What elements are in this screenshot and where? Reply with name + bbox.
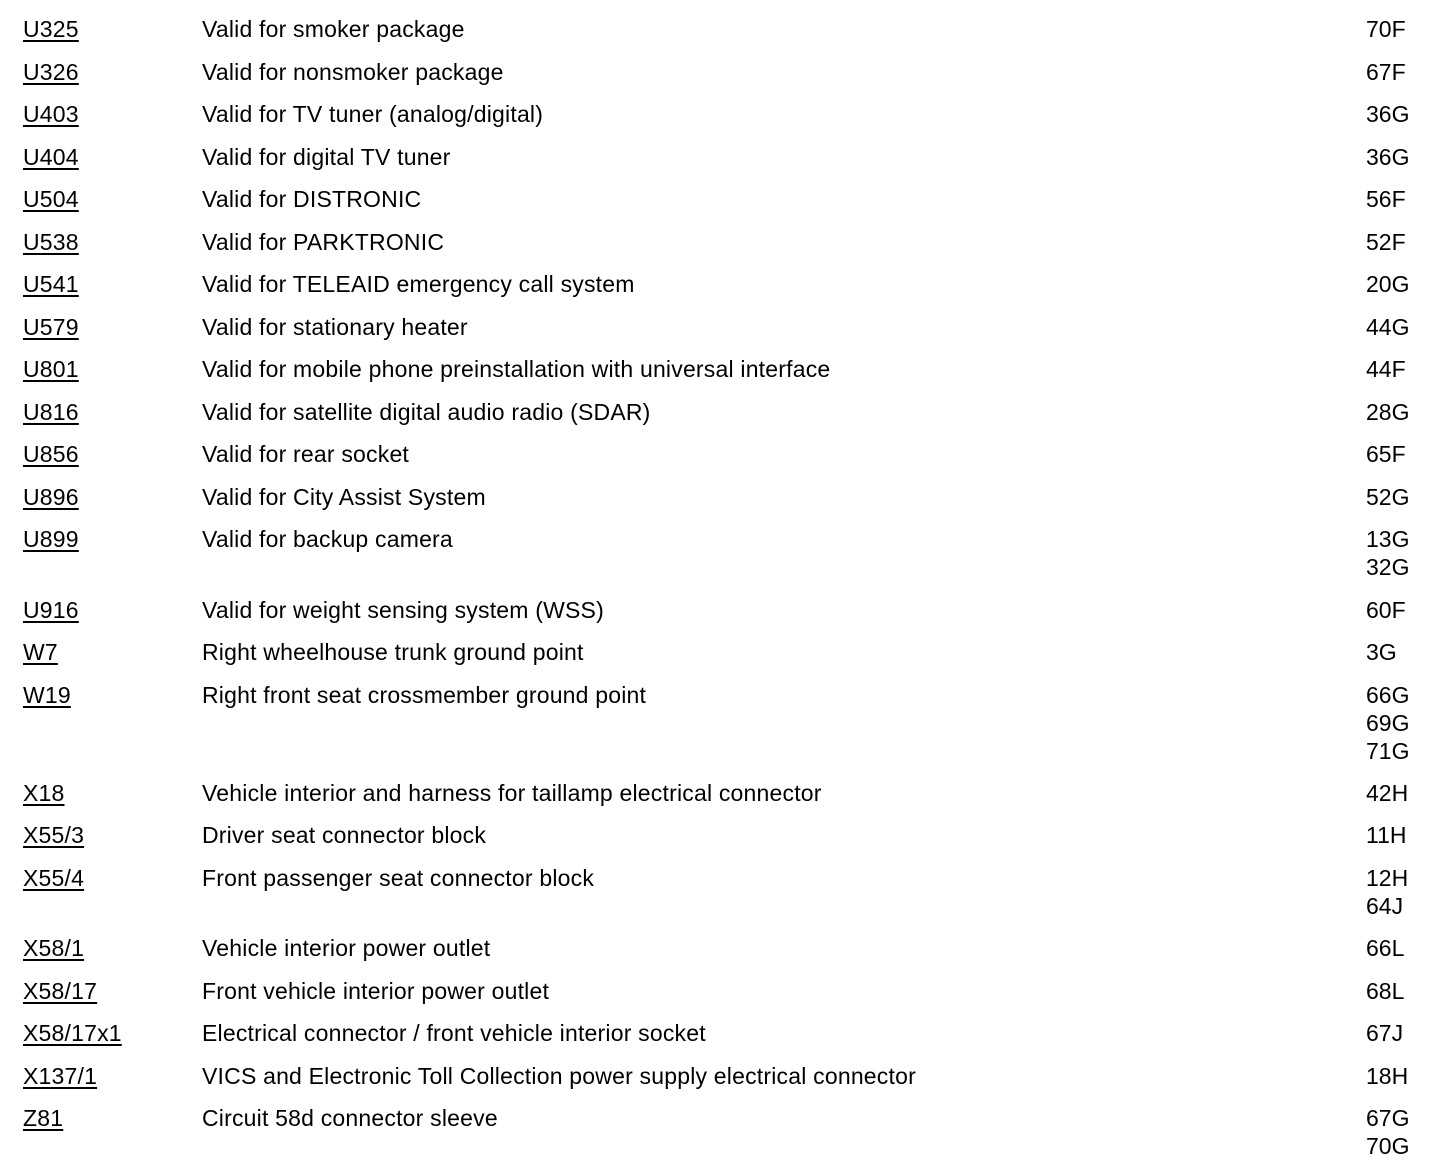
component-code-link[interactable]: U579 [23, 314, 79, 340]
component-code-link[interactable]: W7 [23, 639, 58, 665]
component-code-link[interactable]: U404 [23, 144, 79, 170]
grid-locations [1366, 1019, 1403, 1047]
grid-location: 66L [1366, 935, 1405, 961]
grid-location: 71G [1366, 738, 1410, 764]
grid-locations [1366, 483, 1409, 511]
component-code-link[interactable]: X58/17 [23, 978, 98, 1004]
grid-locations [1366, 821, 1407, 849]
grid-location: 56F [1366, 186, 1406, 212]
grid-locations [1366, 313, 1409, 341]
grid-locations [1366, 596, 1406, 624]
component-description: Valid for TELEAID emergency call system [202, 271, 635, 297]
grid-location: 11H [1366, 822, 1407, 848]
component-description: Valid for backup camera [202, 526, 453, 552]
component-description: Circuit 58d connector sleeve [202, 1105, 498, 1131]
component-code-link[interactable]: U541 [23, 271, 79, 297]
component-description: Valid for smoker package [202, 16, 465, 42]
grid-location: 42H [1366, 780, 1409, 806]
grid-location: 36G [1366, 144, 1410, 170]
component-code-link[interactable]: U816 [23, 399, 79, 425]
component-description: Valid for satellite digital audio radio (SDAR) [202, 399, 651, 425]
grid-locations [1366, 1062, 1408, 1090]
component-description: Vehicle interior and harness for taillamp electrical connector [202, 780, 822, 806]
component-description: Valid for nonsmoker package [202, 59, 504, 85]
grid-location: 65F [1366, 441, 1406, 467]
grid-locations [1366, 398, 1409, 426]
component-description: Driver seat connector block [202, 822, 487, 848]
grid-location: 13G [1366, 526, 1410, 552]
grid-locations [1366, 270, 1409, 298]
component-code-link[interactable]: X58/17x1 [23, 1020, 122, 1046]
grid-locations [1366, 638, 1397, 666]
component-description: Valid for digital TV tuner [202, 144, 451, 170]
grid-location: 28G [1366, 399, 1410, 425]
component-code-link[interactable]: U325 [23, 16, 79, 42]
grid-locations [1366, 100, 1409, 128]
grid-location: 70F [1366, 16, 1406, 42]
component-code-link[interactable]: U504 [23, 186, 79, 212]
component-code-link[interactable]: U403 [23, 101, 79, 127]
grid-location: 12H [1366, 865, 1409, 891]
grid-location: 36G [1366, 101, 1410, 127]
grid-locations [1366, 15, 1406, 43]
grid-location: 70G [1366, 1133, 1410, 1159]
component-description: Front passenger seat connector block [202, 865, 595, 891]
component-code-link[interactable]: U899 [23, 526, 79, 552]
grid-location: 60F [1366, 597, 1406, 623]
grid-location: 69G [1366, 710, 1410, 736]
grid-locations [1366, 934, 1404, 962]
grid-location: 66G [1366, 682, 1410, 708]
component-description: Valid for City Assist System [202, 484, 486, 510]
component-code-link[interactable]: W19 [23, 682, 71, 708]
component-description: Valid for DISTRONIC [202, 186, 422, 212]
component-description: Valid for mobile phone preinstallation with universal interface [202, 356, 831, 382]
grid-locations [1366, 681, 1409, 765]
component-description: Vehicle interior power outlet [202, 935, 491, 961]
component-code-link[interactable]: X55/3 [23, 822, 85, 848]
component-code-link[interactable]: X18 [23, 780, 65, 806]
grid-location: 3G [1366, 639, 1397, 665]
grid-location: 64J [1366, 893, 1404, 919]
grid-location: 44G [1366, 314, 1410, 340]
grid-location: 44F [1366, 356, 1406, 382]
component-description: VICS and Electronic Toll Collection power supply electrical connector [202, 1063, 916, 1089]
grid-location: 67G [1366, 1105, 1410, 1131]
grid-locations [1366, 228, 1406, 256]
component-code-link[interactable]: X137/1 [23, 1063, 98, 1089]
grid-locations [1366, 977, 1404, 1005]
component-code-link[interactable]: U326 [23, 59, 79, 85]
component-code-link[interactable]: U896 [23, 484, 79, 510]
component-description: Right wheelhouse trunk ground point [202, 639, 584, 665]
component-code-link[interactable]: U916 [23, 597, 79, 623]
grid-locations [1366, 440, 1406, 468]
grid-locations [1366, 1104, 1409, 1160]
grid-location: 20G [1366, 271, 1410, 297]
grid-locations [1366, 185, 1406, 213]
grid-location: 67J [1366, 1020, 1404, 1046]
component-code-link[interactable]: U801 [23, 356, 79, 382]
grid-locations [1366, 143, 1409, 171]
component-code-link[interactable]: X55/4 [23, 865, 85, 891]
grid-locations [1366, 58, 1406, 86]
component-description: Electrical connector / front vehicle interior socket [202, 1020, 706, 1046]
component-description: Valid for weight sensing system (WSS) [202, 597, 604, 623]
grid-locations [1366, 355, 1406, 383]
component-description: Valid for rear socket [202, 441, 410, 467]
grid-location: 52G [1366, 484, 1410, 510]
component-description: Valid for stationary heater [202, 314, 468, 340]
grid-location: 68L [1366, 978, 1405, 1004]
component-code-link[interactable]: Z81 [23, 1105, 64, 1131]
grid-location: 67F [1366, 59, 1406, 85]
grid-locations [1366, 864, 1408, 920]
grid-location: 52F [1366, 229, 1406, 255]
component-description: Right front seat crossmember ground point [202, 682, 647, 708]
component-code-link[interactable]: X58/1 [23, 935, 85, 961]
component-code-link[interactable]: U538 [23, 229, 79, 255]
grid-location: 32G [1366, 554, 1410, 580]
grid-location: 18H [1366, 1063, 1409, 1089]
component-description: Valid for TV tuner (analog/digital) [202, 101, 544, 127]
grid-locations [1366, 779, 1408, 807]
component-description: Valid for PARKTRONIC [202, 229, 445, 255]
component-description: Front vehicle interior power outlet [202, 978, 550, 1004]
component-code-link[interactable]: U856 [23, 441, 79, 467]
grid-locations [1366, 525, 1409, 581]
